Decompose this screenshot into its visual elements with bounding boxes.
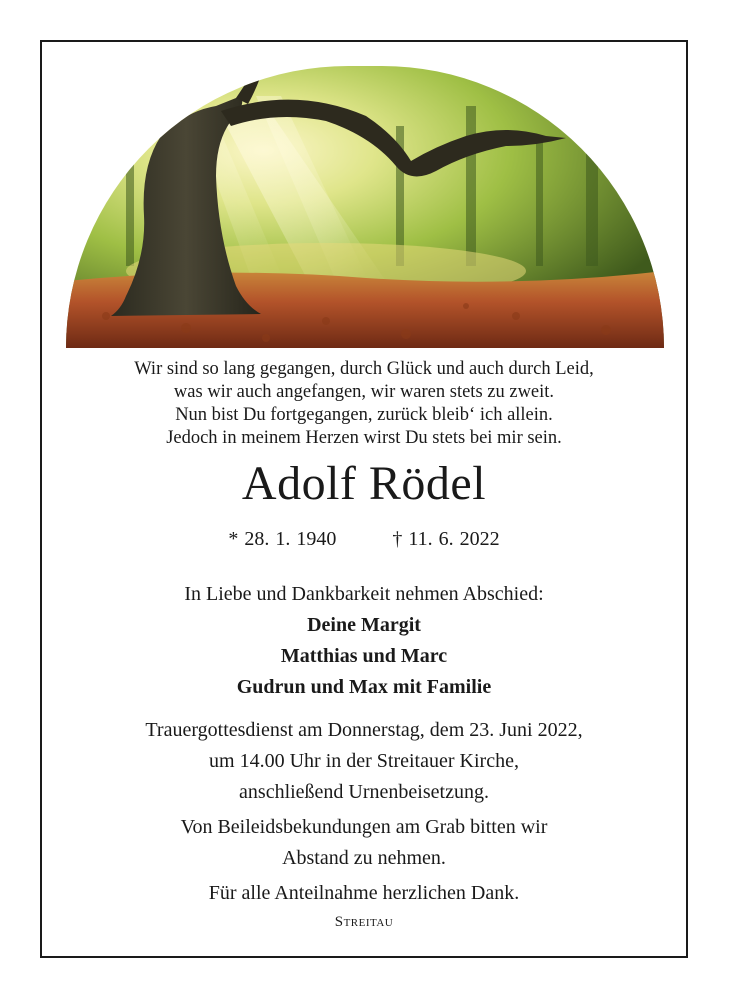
poem-line: was wir auch angefangen, wir waren stets zu zweit. bbox=[173, 382, 555, 402]
place-name: Streitau bbox=[334, 914, 394, 930]
birth-date: * 28. 1. 1940 bbox=[228, 528, 337, 550]
family-member: Deine Margit bbox=[307, 614, 421, 636]
poem-line: Nun bist Du fortgegangen, zurück bleib‘ ich allein. bbox=[175, 405, 553, 425]
death-date: † 11. 6. 2022 bbox=[392, 528, 500, 550]
tree-illustration bbox=[66, 66, 664, 348]
service-line: Trauergottesdienst am Donnerstag, dem 23. Juni 2022, bbox=[145, 719, 583, 741]
condolence-line: Abstand zu nehmen. bbox=[282, 847, 446, 869]
poem bbox=[42, 358, 686, 450]
farewell-intro: In Liebe und Dankbarkeit nehmen Abschied: bbox=[184, 583, 544, 605]
family-member: Matthias und Marc bbox=[280, 645, 448, 667]
service-info bbox=[42, 715, 686, 909]
life-dates bbox=[42, 526, 686, 552]
poem-line: Jedoch in meinem Herzen wirst Du stets bei mir sein. bbox=[166, 428, 562, 448]
poem-line: Wir sind so lang gegangen, durch Glück und auch durch Leid, bbox=[134, 359, 594, 379]
deceased-name: Adolf Rödel bbox=[241, 457, 487, 510]
service-line: um 14.00 Uhr in der Streitauer Kirche, bbox=[209, 750, 519, 772]
condolence-line: Von Beileidsbekundungen am Grab bitten wir bbox=[180, 816, 548, 838]
family-member: Gudrun und Max mit Familie bbox=[236, 676, 492, 698]
thanks-line: Für alle Anteilnahme herzlichen Dank. bbox=[208, 882, 520, 904]
service-line: anschließend Urnenbeisetzung. bbox=[239, 781, 489, 803]
autumn-tree-photo bbox=[66, 66, 664, 348]
obituary-card bbox=[40, 40, 688, 958]
farewell-section bbox=[42, 579, 686, 703]
